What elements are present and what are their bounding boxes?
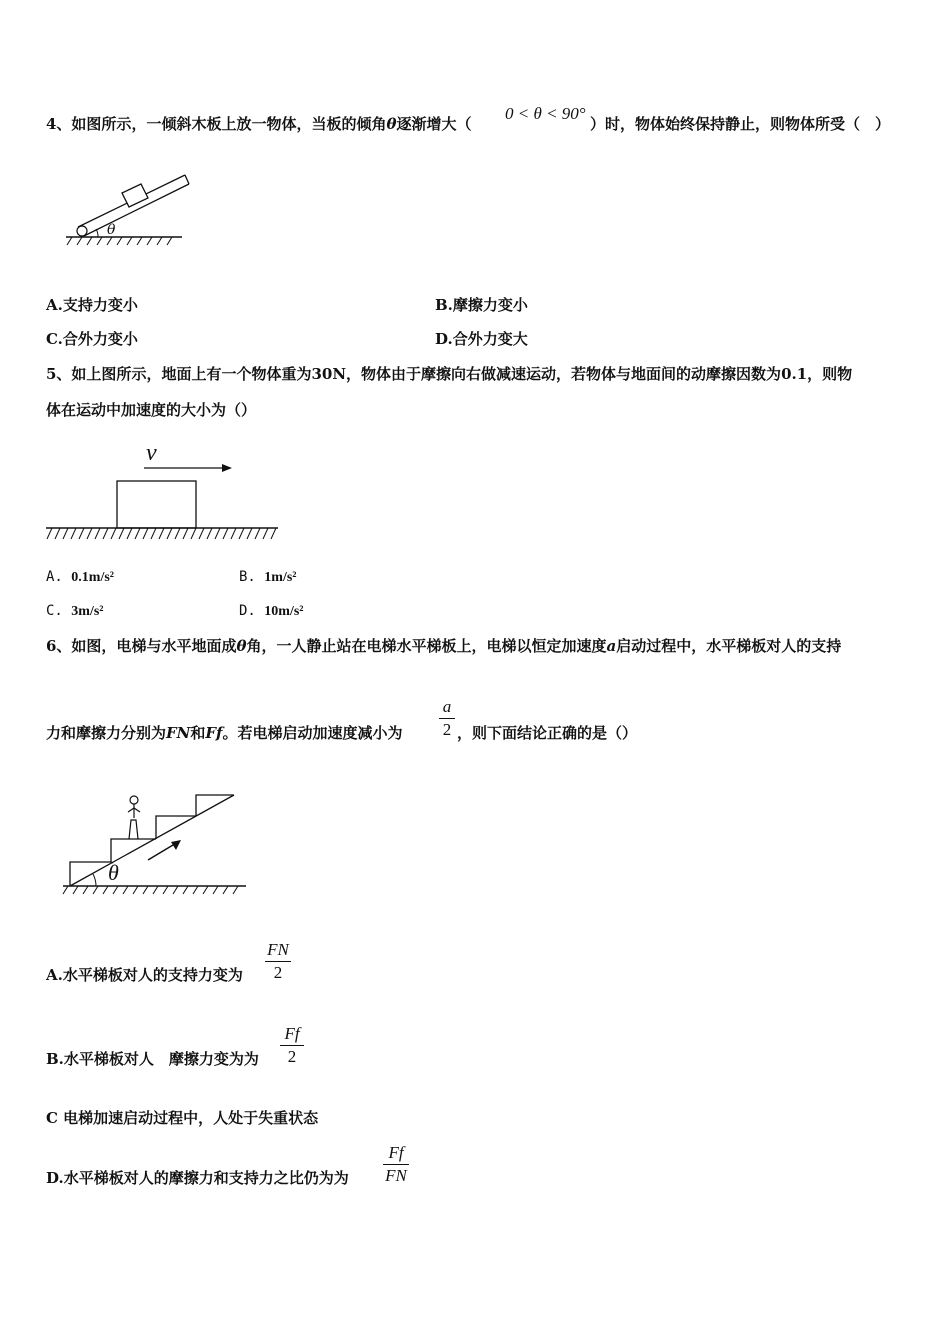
q4-incline-figure [60, 165, 190, 250]
q5-stem-part-b: ，物体由于摩擦向右做减速运动，若物体与地面间的动摩擦因数为 [346, 365, 782, 383]
q6-stem-part-d: 力和摩擦力分别为 [46, 724, 167, 742]
q4-stem-part-a: 4、如图所示，一倾斜木板上放一物体，当板的倾角 [46, 115, 387, 133]
q6-option-a-fraction-bar [265, 961, 291, 962]
q6-option-d[interactable]: D.水平梯板对人的摩擦力和支持力之比仍为为 [46, 1169, 349, 1187]
q4-figure-theta-label: θ [107, 222, 116, 238]
q6-option-b-fraction [280, 1024, 304, 1067]
q6-figure-theta-label: θ [108, 860, 119, 885]
q6-option-d-numerator: Ff [388, 1143, 404, 1162]
q6-option-b[interactable]: B.水平梯板对人 摩擦力变为为 [46, 1050, 259, 1068]
q5-option-c[interactable] [46, 601, 104, 622]
q5-option-b[interactable] [239, 567, 297, 588]
q5-stem-part-c: ，则物 [807, 365, 853, 383]
q6-option-d-denominator: FN [385, 1166, 407, 1185]
q5-option-c-value: 3m/s² [71, 604, 104, 619]
q4-option-d[interactable]: D.合外力变大 [435, 330, 528, 348]
q5-option-b-value: 1m/s² [264, 570, 297, 585]
q5-option-d[interactable] [239, 601, 304, 622]
q5-stem-line2: 体在运动中加速度的大小为（） [46, 401, 257, 419]
q6-stem-part-b: 角，一人静止站在电梯水平梯板上，电梯以恒定加速度 [246, 637, 607, 655]
q6-option-a-fraction [265, 940, 291, 983]
q6-escalator-figure [58, 790, 253, 900]
q6-fraction-denominator: 2 [442, 720, 452, 739]
q6-option-a-denominator: 2 [273, 963, 283, 982]
q6-fraction-numerator: a [442, 697, 452, 716]
q5-mu: 0.1 [781, 365, 808, 383]
q6-option-d-fraction [383, 1143, 409, 1186]
q5-block-figure [44, 455, 284, 550]
q4-stem-part-b: 逐渐增大（ [396, 115, 472, 133]
q5-figure-velocity-label: v [146, 440, 157, 466]
q6-stem-part-a: 6、如图，电梯与水平地面成 [46, 637, 237, 655]
q6-option-b-fraction-bar [280, 1045, 304, 1046]
q6-option-a[interactable]: A.水平梯板对人的支持力变为 [46, 966, 243, 984]
q6-stem-part-g: ，则下面结论正确的是（） [457, 724, 638, 742]
q6-option-d-fraction-bar [383, 1164, 409, 1165]
q5-option-a[interactable] [46, 567, 114, 588]
q4-option-c[interactable]: C.合外力变小 [46, 330, 138, 348]
q6-fraction-bar [439, 718, 455, 719]
q6-option-a-numerator: FN [267, 940, 289, 959]
q6-stem-line2 [46, 723, 403, 743]
q6-option-c[interactable]: C 电梯加速启动过程中，人处于失重状态 [46, 1109, 319, 1127]
q6-accel: a [606, 637, 617, 655]
q5-stem-part-a: 5、如上图所示，地面上有一个物体重为 [46, 365, 312, 383]
q4-stem [46, 114, 471, 134]
q4-theta: θ [386, 115, 397, 133]
q6-ff: Ff [205, 724, 223, 742]
q6-fn: FN [166, 724, 191, 742]
q5-option-d-value: 10m/s² [264, 604, 304, 619]
q4-stem-part-c: ）时，物体始终保持静止，则物体所受（ ） [590, 115, 891, 133]
q6-option-b-denominator: 2 [287, 1047, 297, 1066]
q5-stem-line1 [46, 364, 852, 384]
q5-weight: 30N [311, 365, 347, 383]
q6-stem-line1 [46, 636, 841, 656]
q5-option-b-letter: B. [239, 569, 256, 585]
q6-option-b-numerator: Ff [284, 1024, 300, 1043]
q5-option-a-value: 0.1m/s² [71, 570, 114, 585]
q6-stem-part-e: 和 [190, 724, 206, 742]
q5-option-c-letter: C. [46, 603, 63, 619]
q4-option-b[interactable]: B.摩擦力变小 [435, 296, 528, 314]
q6-stem-part-f: 。若电梯启动加速度减小为 [222, 724, 403, 742]
q6-stem-fraction [439, 697, 455, 740]
q4-option-a[interactable]: A.支持力变小 [46, 296, 138, 314]
q6-stem-part-c: 启动过程中，水平梯板对人的支持 [616, 637, 842, 655]
q4-angle-range: 0 < θ < 90° [505, 104, 586, 123]
q6-theta: θ [236, 637, 247, 655]
q5-option-d-letter: D. [239, 603, 256, 619]
q5-option-a-letter: A. [46, 569, 63, 585]
